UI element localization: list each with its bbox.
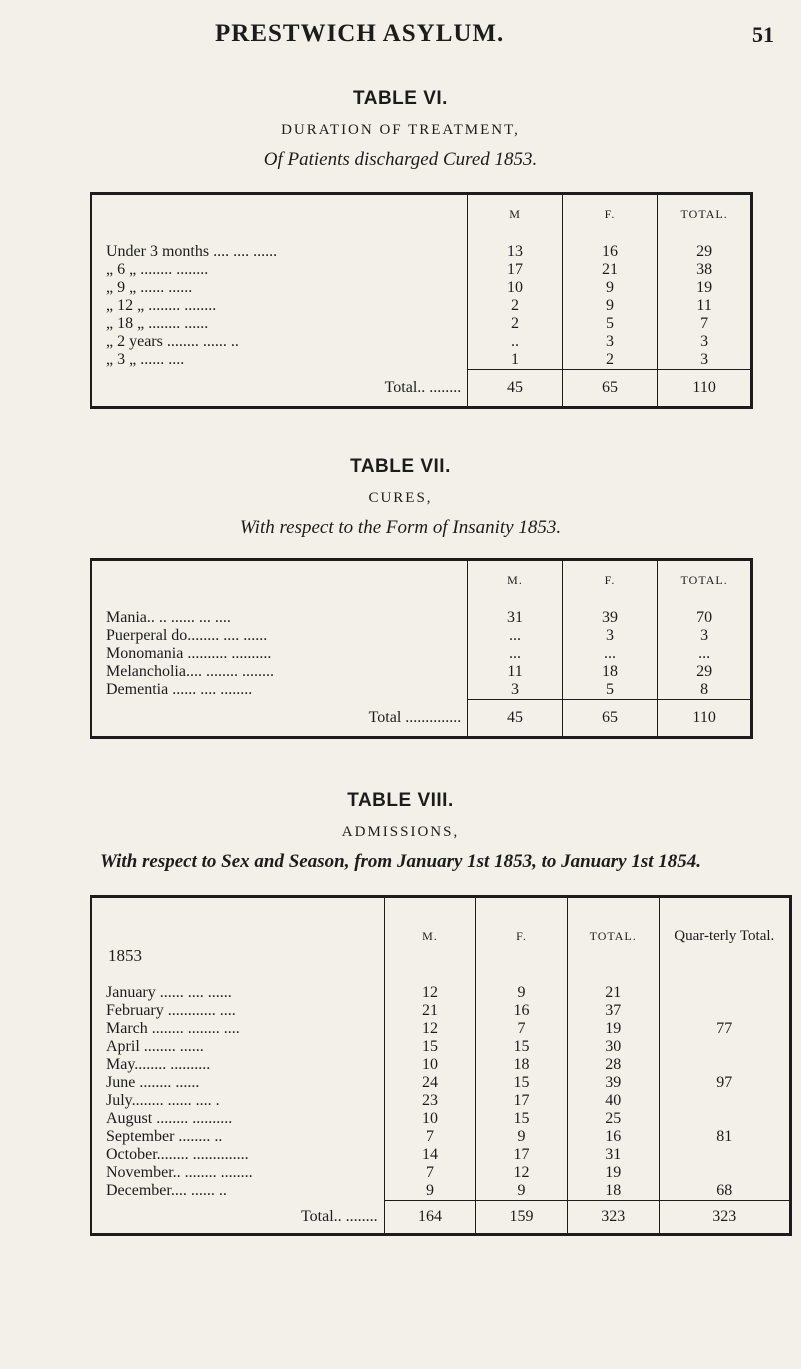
total-total: 110 [658, 700, 752, 738]
row-label: „ 12 „ ........ ........ [106, 297, 217, 314]
table-row [91, 1074, 791, 1092]
cell-m: 14 [384, 1146, 476, 1164]
total-f: 65 [562, 700, 658, 738]
cell-f: 9 [476, 974, 568, 1002]
cell-total: 21 [567, 974, 659, 1002]
cell-total: 19 [567, 1020, 659, 1038]
row-label: Monomania .......... .......... [106, 645, 272, 662]
cell-total: 38 [658, 261, 752, 279]
cell-f: 9 [562, 279, 657, 297]
table6-header-total: TOTAL. [658, 194, 752, 234]
table6-header-f: F. [562, 194, 657, 234]
table8-header-total: TOTAL. [567, 897, 659, 975]
table7-subtitle: With respect to the Form of Insanity 1853. [239, 517, 562, 538]
table-row [91, 645, 752, 663]
table8-subtitle: With respect to Sex and Season, from January 1st 1853, to January 1st 1854. [99, 851, 702, 872]
table8-header-f: F. [476, 897, 568, 975]
table-row [91, 1038, 791, 1056]
table-row [91, 681, 752, 700]
cell-m: 2 [468, 315, 563, 333]
row-label: „ 9 „ ...... ...... [106, 279, 193, 296]
table-row [91, 297, 752, 315]
table-row [91, 1182, 791, 1201]
cell-quarterly: 68 [659, 1182, 790, 1201]
table-row [91, 663, 752, 681]
cell-m: 17 [468, 261, 563, 279]
total-f: 159 [476, 1201, 568, 1235]
cell-f: 9 [476, 1182, 568, 1201]
cell-m: 9 [384, 1182, 476, 1201]
table7-heading [0, 456, 801, 539]
table6-header-blank [91, 194, 468, 234]
cell-quarterly: 81 [659, 1128, 790, 1146]
row-label: January ...... .... ...... [106, 984, 232, 1001]
row-label: September ........ .. [106, 1128, 223, 1145]
cell-f: 39 [562, 599, 658, 627]
row-label: „ 2 years ........ ...... .. [106, 333, 239, 350]
row-label: „ 6 „ ........ ........ [106, 261, 209, 278]
cell-quarterly [659, 1002, 790, 1020]
table8 [90, 895, 792, 1236]
row-label: October........ .............. [106, 1146, 249, 1163]
cell-f: 16 [562, 233, 657, 261]
cell-f: 15 [476, 1038, 568, 1056]
cell-m: 31 [468, 599, 563, 627]
cell-m: .. [468, 333, 563, 351]
total-label: Total.. ........ [384, 378, 462, 396]
cell-m: 13 [468, 233, 563, 261]
running-title: PRESTWICH ASYLUM. [215, 20, 505, 47]
cell-f: ... [562, 645, 658, 663]
cell-total: 70 [658, 599, 752, 627]
cell-total: 19 [567, 1164, 659, 1182]
table8-heading [0, 790, 801, 873]
table-row [91, 333, 752, 351]
cell-m: 12 [384, 1020, 476, 1038]
cell-total: 3 [658, 351, 752, 370]
total-m: 45 [468, 700, 563, 738]
row-label: „ 3 „ ...... .... [106, 351, 185, 369]
cell-f: 9 [476, 1128, 568, 1146]
cell-m: ... [468, 627, 563, 645]
table7 [90, 558, 753, 739]
row-label: Under 3 months .... .... ...... [106, 243, 278, 260]
cell-m: 12 [384, 974, 476, 1002]
cell-quarterly [659, 1092, 790, 1110]
total-m: 164 [384, 1201, 476, 1235]
cell-m: 23 [384, 1092, 476, 1110]
row-label: Dementia ...... .... ........ [106, 681, 253, 699]
cell-f: 3 [562, 627, 658, 645]
row-label: Mania.. .. ...... ... .... [106, 609, 231, 626]
cell-quarterly: 97 [659, 1074, 790, 1092]
cell-total: 3 [658, 627, 752, 645]
table7-header-total: TOTAL. [658, 560, 752, 600]
table-row [91, 279, 752, 297]
total-row [91, 700, 752, 738]
table8-year: 1853 [108, 946, 142, 965]
cell-total: 39 [567, 1074, 659, 1092]
cell-quarterly [659, 1146, 790, 1164]
table-row [91, 315, 752, 333]
table6-subtitle: Of Patients discharged Cured 1853. [263, 149, 538, 170]
row-label: April ........ ...... [106, 1038, 204, 1055]
table7-number: TABLE VII. [350, 456, 451, 477]
cell-total: ... [658, 645, 752, 663]
cell-m: 11 [468, 663, 563, 681]
row-label: July........ ...... .... . [106, 1092, 220, 1109]
table-row [91, 261, 752, 279]
table-row [91, 1164, 791, 1182]
table6-caption: DURATION OF TREATMENT, [281, 122, 520, 138]
cell-quarterly [659, 974, 790, 1002]
total-row [91, 370, 752, 408]
cell-f: 15 [476, 1074, 568, 1092]
total-label: Total.. ........ [301, 1207, 378, 1225]
table8-caption: ADMISSIONS, [341, 824, 460, 840]
cell-f: 5 [562, 681, 658, 700]
cell-f: 17 [476, 1092, 568, 1110]
cell-m: 1 [468, 351, 563, 370]
cell-m: ... [468, 645, 563, 663]
cell-m: 7 [384, 1128, 476, 1146]
cell-m: 7 [384, 1164, 476, 1182]
cell-total: 8 [658, 681, 752, 700]
row-label: „ 18 „ ........ ...... [106, 315, 209, 332]
total-m: 45 [468, 370, 563, 408]
cell-m: 21 [384, 1002, 476, 1020]
cell-m: 10 [384, 1056, 476, 1074]
cell-m: 10 [384, 1110, 476, 1128]
row-label: March ........ ........ .... [106, 1020, 240, 1037]
table8-header-quarterly: Quar-terly Total. [659, 897, 790, 975]
row-label: May........ .......... [106, 1056, 211, 1073]
cell-m: 15 [384, 1038, 476, 1056]
table-row [91, 1092, 791, 1110]
cell-total: 30 [567, 1038, 659, 1056]
page-number: 51 [752, 22, 774, 47]
cell-f: 5 [562, 315, 657, 333]
total-total: 110 [658, 370, 752, 408]
cell-f: 9 [562, 297, 657, 315]
table6-header-m: M [468, 194, 563, 234]
cell-quarterly [659, 1038, 790, 1056]
cell-total: 28 [567, 1056, 659, 1074]
table-row [91, 1146, 791, 1164]
table-row [91, 1056, 791, 1074]
table7-caption: CURES, [368, 490, 433, 506]
cell-f: 18 [476, 1056, 568, 1074]
table-row [91, 627, 752, 645]
cell-total: 29 [658, 233, 752, 261]
row-label: February ............ .... [106, 1002, 236, 1019]
row-label: December.... ...... .. [106, 1182, 227, 1200]
cell-total: 31 [567, 1146, 659, 1164]
table7-header-blank [91, 560, 468, 600]
table-row [91, 1110, 791, 1128]
total-row [91, 1201, 791, 1235]
cell-quarterly: 77 [659, 1020, 790, 1038]
table6-number: TABLE VI. [353, 88, 448, 109]
total-f: 65 [562, 370, 657, 408]
cell-f: 18 [562, 663, 658, 681]
cell-m: 2 [468, 297, 563, 315]
table7-header-m: M. [468, 560, 563, 600]
cell-total: 37 [567, 1002, 659, 1020]
table6-heading [0, 88, 801, 171]
table6 [90, 192, 753, 409]
table-row [91, 599, 752, 627]
cell-f: 12 [476, 1164, 568, 1182]
table-row [91, 351, 752, 370]
table7-header-f: F. [562, 560, 658, 600]
cell-f: 16 [476, 1002, 568, 1020]
cell-f: 15 [476, 1110, 568, 1128]
cell-total: 29 [658, 663, 752, 681]
total-total: 323 [567, 1201, 659, 1235]
total-quarterly: 323 [659, 1201, 790, 1235]
row-label: August ........ .......... [106, 1110, 233, 1127]
cell-total: 40 [567, 1092, 659, 1110]
cell-m: 10 [468, 279, 563, 297]
table8-number: TABLE VIII. [347, 790, 454, 811]
cell-total: 19 [658, 279, 752, 297]
table-row [91, 974, 791, 1002]
cell-total: 16 [567, 1128, 659, 1146]
cell-quarterly [659, 1056, 790, 1074]
table-row [91, 233, 752, 261]
cell-quarterly [659, 1110, 790, 1128]
row-label: Melancholia.... ........ ........ [106, 663, 274, 680]
running-head [0, 18, 801, 58]
cell-f: 17 [476, 1146, 568, 1164]
cell-total: 7 [658, 315, 752, 333]
cell-total: 18 [567, 1182, 659, 1201]
cell-f: 2 [562, 351, 657, 370]
cell-m: 3 [468, 681, 563, 700]
total-label: Total .............. [368, 708, 462, 726]
table-row [91, 1020, 791, 1038]
cell-f: 3 [562, 333, 657, 351]
cell-total: 11 [658, 297, 752, 315]
table-row [91, 1002, 791, 1020]
cell-total: 25 [567, 1110, 659, 1128]
table-row [91, 1128, 791, 1146]
table8-header-m: M. [384, 897, 476, 975]
cell-quarterly [659, 1164, 790, 1182]
row-label: November.. ........ ........ [106, 1164, 253, 1181]
cell-f: 7 [476, 1020, 568, 1038]
row-label: June ........ ...... [106, 1074, 200, 1091]
cell-f: 21 [562, 261, 657, 279]
row-label: Puerperal do........ .... ...... [106, 627, 268, 644]
cell-total: 3 [658, 333, 752, 351]
cell-m: 24 [384, 1074, 476, 1092]
